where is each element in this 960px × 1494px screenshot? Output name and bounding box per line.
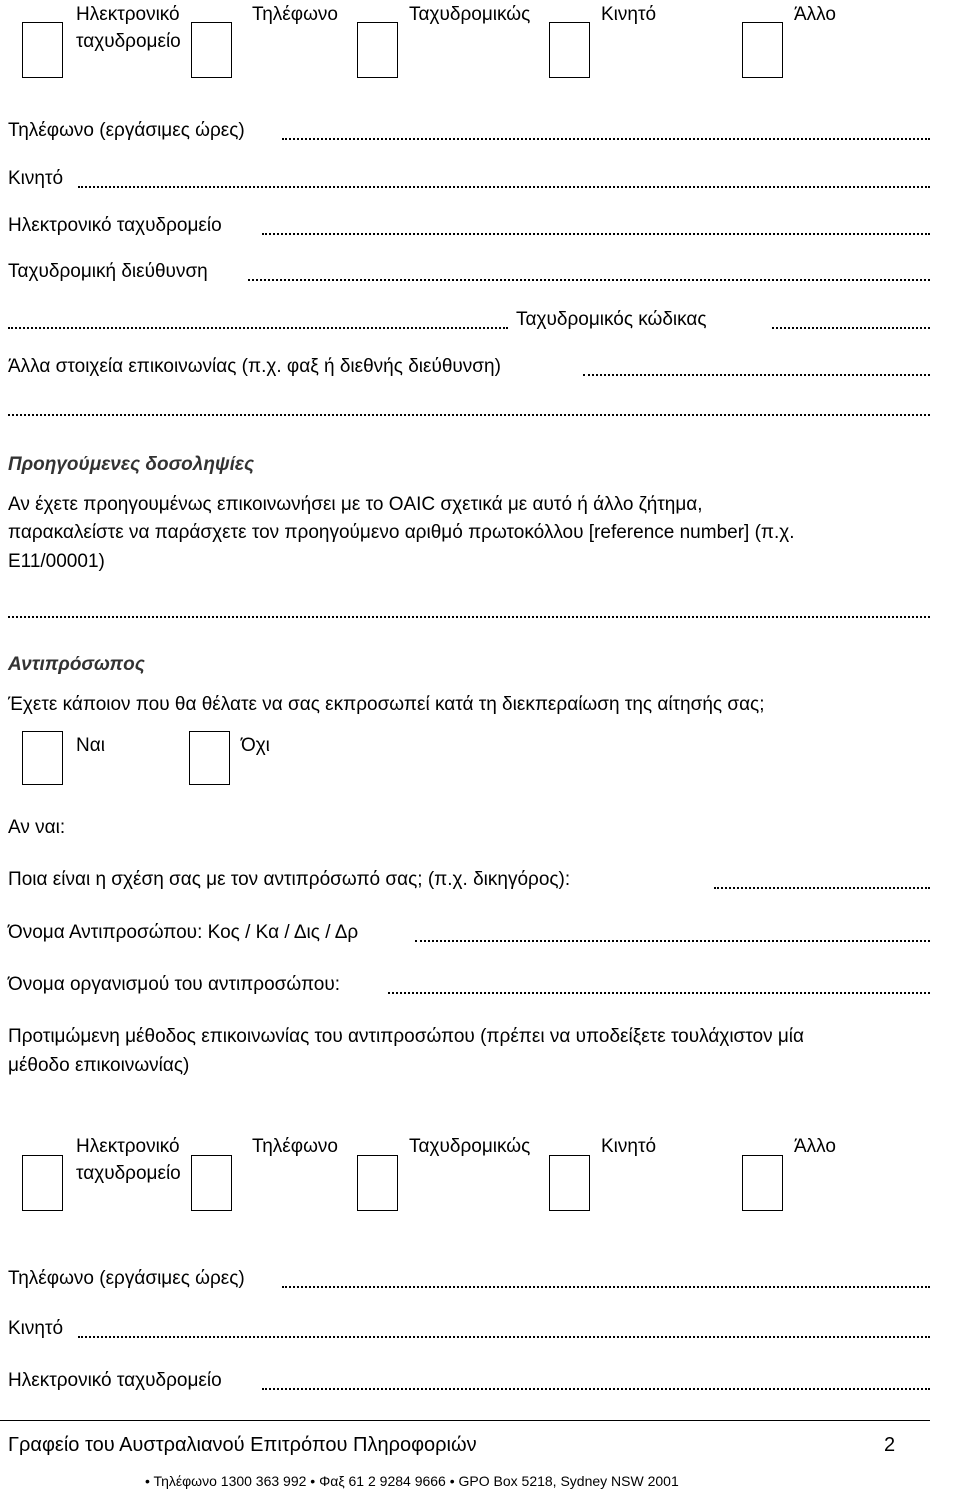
representative-heading: Αντιπρόσωπος	[8, 654, 145, 675]
relationship-line[interactable]	[714, 887, 930, 889]
relationship-label: Ποια είναι η σχέση σας με τον αντιπρόσωπό σας; (π.χ. δικηγόρος):	[8, 869, 571, 890]
rep-email-field-label: Ηλεκτρονικό ταχυδρομείο	[8, 1370, 222, 1391]
no-checkbox[interactable]	[189, 731, 230, 785]
post-checkbox[interactable]	[357, 22, 398, 78]
organisation-line[interactable]	[388, 992, 930, 994]
rep-mobile-field-label: Κινητό	[8, 1318, 64, 1339]
rep-mobile-option-label: Κινητό	[601, 1136, 657, 1157]
rep-phone-field-line[interactable]	[282, 1286, 930, 1288]
rep-post-option-label: Ταχυδρομικώς	[409, 1136, 531, 1157]
postal-address-line[interactable]	[248, 279, 930, 281]
email-field-line[interactable]	[262, 233, 930, 235]
previous-text-line-2: παρακαλείστε να παράσχετε τον προηγούμενο αριθμό πρωτοκόλλου [reference number] (π.χ.	[8, 522, 795, 543]
postcode-label: Ταχυδρομικός κώδικας	[516, 309, 707, 330]
mobile-field-line[interactable]	[78, 186, 930, 188]
representative-question: Έχετε κάποιον που θα θέλατε να σας εκπροσωπεί κατά τη διεκπεραίωση της αίτησής σας;	[8, 694, 765, 715]
other-checkbox[interactable]	[742, 22, 783, 78]
postcode-line[interactable]	[772, 327, 930, 329]
phone-field-label: Τηλέφωνο (εργάσιμες ώρες)	[8, 120, 245, 141]
other-contact-label: Άλλα στοιχεία επικοινωνίας (π.χ. φαξ ή διεθνής διεύθυνση)	[8, 356, 501, 377]
previous-dealings-heading: Προηγούμενες δοσοληψίες	[8, 454, 255, 475]
rep-post-checkbox[interactable]	[357, 1155, 398, 1211]
reference-number-line[interactable]	[8, 616, 930, 618]
method-text-line-2: μέθοδο επικοινωνίας)	[8, 1055, 190, 1076]
mobile-checkbox[interactable]	[549, 22, 590, 78]
email-checkbox[interactable]	[22, 22, 63, 78]
other-contact-line-2[interactable]	[8, 414, 930, 416]
rep-phone-checkbox[interactable]	[191, 1155, 232, 1211]
if-yes-label: Αν ναι:	[8, 817, 66, 838]
rep-phone-option-label: Τηλέφωνο	[252, 1136, 338, 1157]
rep-other-option-label: Άλλο	[794, 1136, 836, 1157]
rep-email-field-line[interactable]	[262, 1388, 930, 1390]
email-option-label-1: Ηλεκτρονικό	[76, 4, 180, 25]
phone-checkbox[interactable]	[191, 22, 232, 78]
mobile-option-label: Κινητό	[601, 4, 657, 25]
previous-text-line-3: E11/00001)	[8, 551, 105, 572]
rep-email-option-label-2: ταχυδρομείο	[76, 1163, 181, 1184]
rep-mobile-field-line[interactable]	[78, 1336, 930, 1338]
previous-text-line-1: Αν έχετε προηγουμένως επικοινωνήσει με το OAIC σχετικά με αυτό ή άλλο ζήτημα,	[8, 494, 703, 515]
yes-label: Ναι	[76, 735, 105, 756]
email-field-label: Ηλεκτρονικό ταχυδρομείο	[8, 215, 222, 236]
representative-name-line[interactable]	[415, 940, 930, 942]
organisation-label: Όνομα οργανισμού του αντιπροσώπου:	[8, 974, 341, 995]
rep-phone-field-label: Τηλέφωνο (εργάσιμες ώρες)	[8, 1268, 245, 1289]
footer-divider	[0, 1420, 930, 1421]
footer-office-name: Γραφείο του Αυστραλιανού Επιτρόπου Πληροφοριών	[8, 1434, 477, 1456]
postal-address-label: Ταχυδρομική διεύθυνση	[8, 261, 208, 282]
postal-address-line-2[interactable]	[8, 327, 508, 329]
email-option-label-2: ταχυδρομείο	[76, 31, 181, 52]
yes-checkbox[interactable]	[22, 731, 63, 785]
no-label: Όχι	[241, 735, 270, 756]
rep-email-option-label-1: Ηλεκτρονικό	[76, 1136, 180, 1157]
rep-email-checkbox[interactable]	[22, 1155, 63, 1211]
mobile-field-label: Κινητό	[8, 168, 64, 189]
other-option-label: Άλλο	[794, 4, 836, 25]
other-contact-line[interactable]	[583, 374, 930, 376]
rep-mobile-checkbox[interactable]	[549, 1155, 590, 1211]
phone-option-label: Τηλέφωνο	[252, 4, 338, 25]
rep-other-checkbox[interactable]	[742, 1155, 783, 1211]
post-option-label: Ταχυδρομικώς	[409, 4, 531, 25]
footer-page-number: 2	[884, 1434, 896, 1456]
footer-contact-details: • Τηλέφωνο 1300 363 992 • Φαξ 61 2 9284 9666 • GPO Box 5218, Sydney NSW 2001	[145, 1473, 679, 1489]
phone-field-line[interactable]	[282, 138, 930, 140]
representative-name-label: Όνομα Αντιπροσώπου: Κος / Κα / Δις / Δρ	[8, 922, 359, 943]
method-text-line-1: Προτιμώμενη μέθοδος επικοινωνίας του αντιπροσώπου (πρέπει να υποδείξετε τουλάχιστον μία	[8, 1026, 804, 1047]
